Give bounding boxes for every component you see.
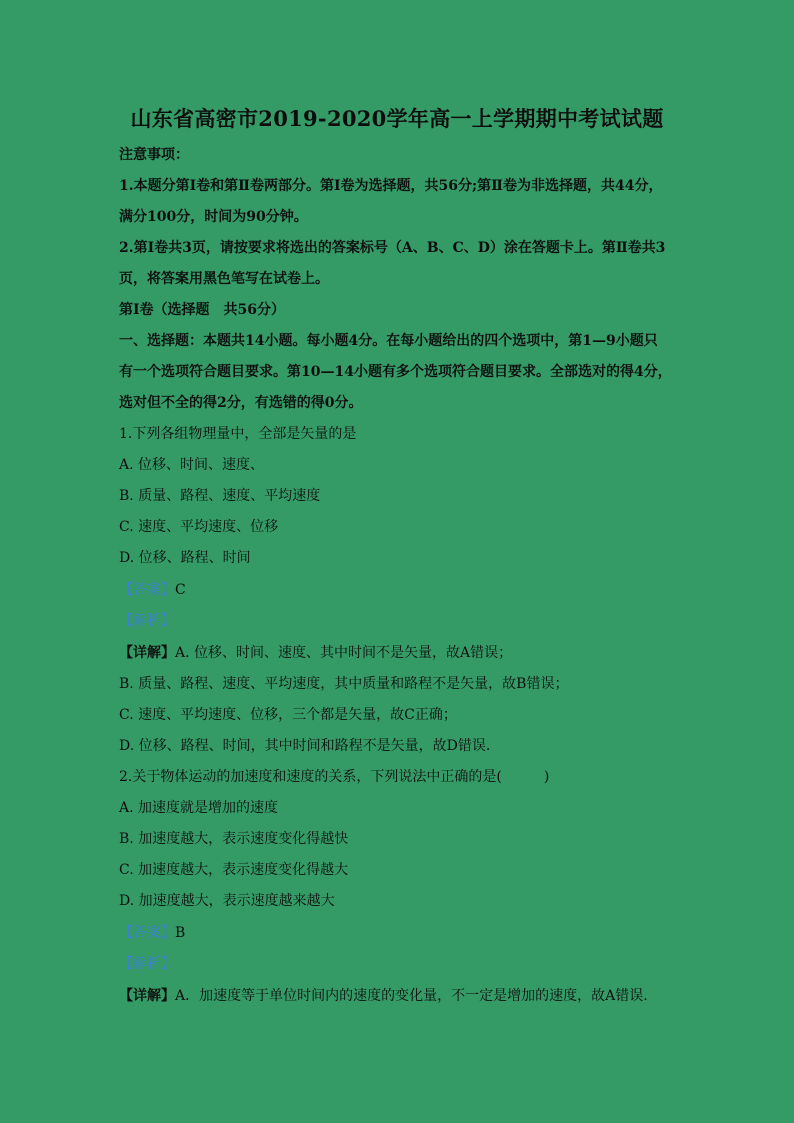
notice-line-2: 满分100分，时间为90分钟。: [119, 209, 308, 225]
notice-line-1: 1.本题分第Ⅰ卷和第Ⅱ卷两部分。第Ⅰ卷为选择题，共56分;第Ⅱ卷为非选择题，共44分，: [119, 178, 663, 194]
q1-option-a: A. 位移、时间、速度、: [119, 457, 265, 473]
notice-line-4: 页，将答案用黑色笔写在试卷上。: [119, 271, 329, 287]
notice-heading: 注意事项：: [119, 147, 189, 163]
q2-answer-value: B: [175, 925, 186, 941]
notice-line-3: 2.第Ⅰ卷共3页，请按要求将选出的答案标号（A、B、C、D）涂在答题卡上。第Ⅱ卷共3: [119, 240, 666, 256]
q1-option-c: C. 速度、平均速度、位移: [119, 519, 279, 535]
q1-detail-4: D. 位移、路程、时间，其中时间和路程不是矢量，故D错误．: [119, 738, 500, 754]
q1-detail-1-text: A. 位移、时间、速度、其中时间不是矢量，故A错误；: [175, 645, 513, 661]
q2-detail-1: [119, 986, 689, 1006]
q1-detail-1: [119, 643, 689, 663]
q2-detail-label: 【详解】: [119, 988, 175, 1004]
q1-option-d: D. 位移、路程、时间: [119, 550, 251, 566]
q1-detail-3: C. 速度、平均速度、位移，三个都是矢量，故C正确；: [119, 707, 457, 723]
q1-answer-value: C: [175, 582, 186, 598]
q1-analysis-tag: 【解析】: [119, 613, 175, 629]
q2-answer: [119, 923, 689, 943]
q2-option-b: B. 加速度越大，表示速度变化得越快: [119, 831, 349, 847]
q2-analysis-tag: 【解析】: [119, 956, 175, 972]
q1-answer-tag: 【答案】: [119, 582, 175, 598]
page-title: 山东省高密市2019-2020学年高一上学期期中考试试题: [130, 106, 664, 131]
q1-detail-label: 【详解】: [119, 645, 175, 661]
section-line-1: 一、选择题：本题共14小题。每小题4分。在每小题给出的四个选项中，第1—9小题只: [119, 333, 658, 349]
q1-detail-2: B. 质量、路程、速度、平均速度，其中质量和路程不是矢量，故B错误；: [119, 676, 569, 692]
q1-answer: [119, 580, 689, 600]
q2-detail-1-text: A．加速度等于单位时间内的速度的变化量，不一定是增加的速度，故A错误.: [175, 988, 648, 1004]
q2-answer-tag: 【答案】: [119, 925, 175, 941]
section-heading: 第Ⅰ卷（选择题 共56分）: [119, 302, 286, 318]
q2-option-a: A. 加速度就是增加的速度: [119, 800, 279, 816]
section-line-3: 选对但不全的得2分，有选错的得0分。: [119, 395, 363, 411]
q2-option-c: C. 加速度越大，表示速度变化得越大: [119, 862, 349, 878]
q1-option-b: B. 质量、路程、速度、平均速度: [119, 488, 321, 504]
q2-stem: 2.关于物体运动的加速度和速度的关系，下列说法中正确的是( ): [119, 769, 550, 785]
q1-stem: 1.下列各组物理量中，全部是矢量的是: [119, 426, 357, 442]
q2-option-d: D. 加速度越大，表示速度越来越大: [119, 893, 335, 909]
section-line-2: 有一个选项符合题目要求。第10—14小题有多个选项符合题目要求。全部选对的得4分，: [119, 364, 672, 380]
